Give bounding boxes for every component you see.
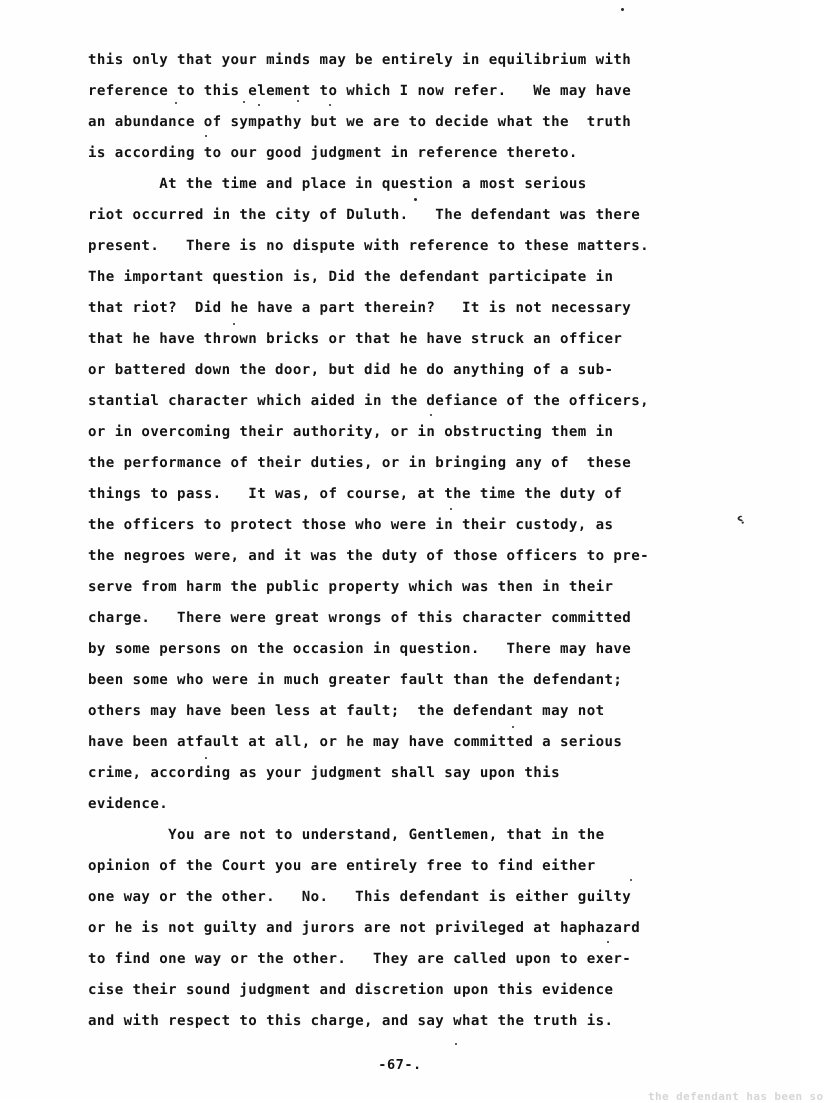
text-line-content: that he have thrown bricks or that he have struck an officer bbox=[88, 331, 623, 347]
text-line-content: stantial character which aided in the defiance of the officers, bbox=[88, 393, 650, 409]
text-line-content: and with respect to this charge, and say what the truth is. bbox=[88, 1013, 614, 1029]
text-line bbox=[0, 920, 800, 937]
text-line-content: riot occurred in the city of Duluth. The defendant was there bbox=[88, 207, 641, 223]
text-line bbox=[0, 1013, 800, 1030]
text-line-content: been some who were in much greater fault than the defendant; bbox=[88, 672, 623, 688]
text-line bbox=[0, 858, 800, 875]
text-line bbox=[0, 982, 800, 999]
text-line-content: the officers to protect those who were in their custody, as bbox=[88, 517, 614, 533]
text-line-content: serve from harm the public property which was then in their bbox=[88, 579, 614, 595]
text-line bbox=[0, 300, 800, 317]
text-line bbox=[0, 362, 800, 379]
text-line bbox=[0, 176, 800, 193]
text-line bbox=[0, 734, 800, 751]
page-number: -67-. bbox=[378, 1057, 422, 1073]
text-line bbox=[0, 207, 800, 224]
text-line bbox=[0, 331, 800, 348]
text-line bbox=[0, 83, 800, 100]
text-line-content: reference to this element to which I now refer. We may have bbox=[88, 83, 632, 99]
text-line-content: The important question is, Did the defendant participate in bbox=[88, 269, 614, 285]
text-line-content: that riot? Did he have a part therein? It is not necessary bbox=[88, 300, 632, 316]
text-line-content: crime, according as your judgment shall say upon this bbox=[88, 765, 560, 781]
text-line-content: or battered down the door, but did he do anything of a sub- bbox=[88, 362, 614, 378]
text-line-content: is according to our good judgment in reference thereto. bbox=[88, 145, 578, 161]
text-line-content: this only that your minds may be entirely in equilibrium with bbox=[88, 52, 632, 68]
text-line-content: You are not to understand, Gentlemen, that in the bbox=[88, 827, 605, 843]
text-line bbox=[0, 486, 800, 503]
text-line-content: an abundance of sympathy but we are to decide what the truth bbox=[88, 114, 632, 130]
page-edge-bleed-text: the defendant has been so bbox=[648, 1090, 824, 1103]
text-line bbox=[0, 579, 800, 596]
text-line-content: things to pass. It was, of course, at the time the duty of bbox=[88, 486, 623, 502]
text-line-content: At the time and place in question a most serious bbox=[88, 176, 587, 192]
text-line-content: present. There is no dispute with reference to these matters. bbox=[88, 238, 650, 254]
text-line bbox=[0, 827, 800, 844]
text-line bbox=[0, 145, 800, 162]
text-line-content: or he is not guilty and jurors are not privileged at haphazard bbox=[88, 920, 641, 936]
text-line-content: others may have been less at fault; the defendant may not bbox=[88, 703, 605, 719]
text-line-content: the performance of their duties, or in bringing any of these bbox=[88, 455, 632, 471]
text-line bbox=[0, 517, 800, 534]
text-line bbox=[0, 269, 800, 286]
text-line bbox=[0, 393, 800, 410]
text-line bbox=[0, 455, 800, 472]
text-line-content: by some persons on the occasion in question. There may have bbox=[88, 641, 632, 657]
text-line-content: to find one way or the other. They are called upon to exer- bbox=[88, 951, 632, 967]
text-line bbox=[0, 889, 800, 906]
text-line bbox=[0, 424, 800, 441]
text-line bbox=[0, 52, 800, 69]
text-line bbox=[0, 672, 800, 689]
text-line bbox=[0, 548, 800, 565]
text-line-content: charge. There were great wrongs of this character committed bbox=[88, 610, 632, 626]
text-line-content: evidence. bbox=[88, 796, 169, 812]
text-line-content: cise their sound judgment and discretion upon this evidence bbox=[88, 982, 614, 998]
text-line bbox=[0, 703, 800, 720]
text-line bbox=[0, 114, 800, 131]
text-line bbox=[0, 238, 800, 255]
text-line bbox=[0, 765, 800, 782]
text-line bbox=[0, 951, 800, 968]
text-line-content: one way or the other. No. This defendant is either guilty bbox=[88, 889, 632, 905]
text-line bbox=[0, 641, 800, 658]
text-line-content: or in overcoming their authority, or in obstructing them in bbox=[88, 424, 614, 440]
text-line bbox=[0, 796, 800, 813]
margin-pencil-mark: ⸮ bbox=[735, 513, 748, 528]
text-line-content: have been atfault at all, or he may have committed a serious bbox=[88, 734, 623, 750]
text-line-content: the negroes were, and it was the duty of those officers to pre- bbox=[88, 548, 650, 564]
text-line bbox=[0, 610, 800, 627]
text-line-content: opinion of the Court you are entirely free to find either bbox=[88, 858, 596, 874]
